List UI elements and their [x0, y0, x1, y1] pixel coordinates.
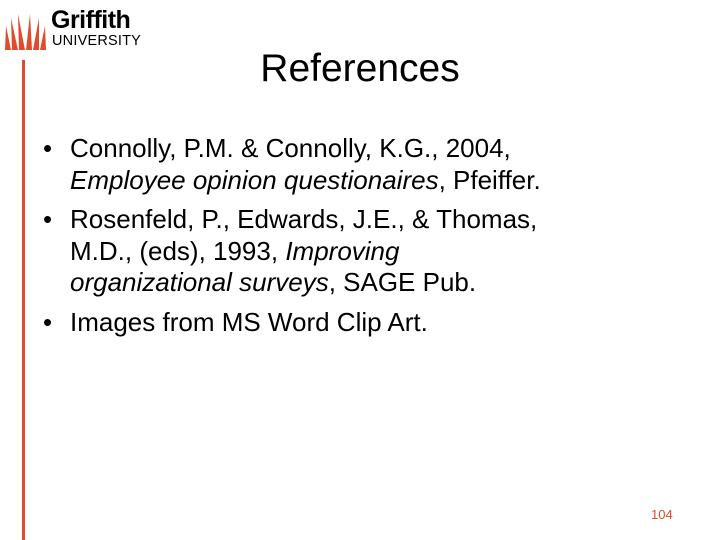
- reference-line: Rosenfeld, P., Edwards, J.E., & Thomas,: [70, 204, 538, 234]
- page-number: 104: [651, 507, 673, 522]
- reference-line: Images from MS Word Clip Art.: [70, 306, 428, 337]
- reference-item: [30, 204, 720, 299]
- slide-title: References: [260, 47, 460, 90]
- reference-title: organizational surveys: [70, 267, 329, 297]
- reference-line: [70, 267, 720, 299]
- reference-item: [30, 133, 720, 196]
- logo-subtitle: UNIVERSITY: [52, 33, 142, 49]
- vertical-accent-rule: [22, 60, 25, 540]
- bullet-icon: •: [43, 204, 53, 234]
- reference-title: Employee opinion questionaires: [70, 164, 439, 195]
- logo-name: Griffith: [51, 6, 131, 34]
- bullet-icon: •: [43, 306, 53, 337]
- reference-line: [70, 236, 720, 268]
- bullet-icon: •: [43, 133, 53, 163]
- reference-publisher: , SAGE Pub.: [328, 267, 477, 297]
- reference-line: [70, 165, 720, 197]
- reference-publisher: , Pfeiffer.: [438, 164, 541, 195]
- reference-line: Connolly, P.M. & Connolly, K.G., 2004,: [70, 133, 511, 163]
- reference-item: [30, 307, 720, 339]
- reference-details: M.D., (eds), 1993,: [70, 235, 286, 266]
- griffith-university-logo: [3, 6, 153, 50]
- reference-list: [30, 133, 720, 346]
- reference-title: Improving: [285, 235, 400, 266]
